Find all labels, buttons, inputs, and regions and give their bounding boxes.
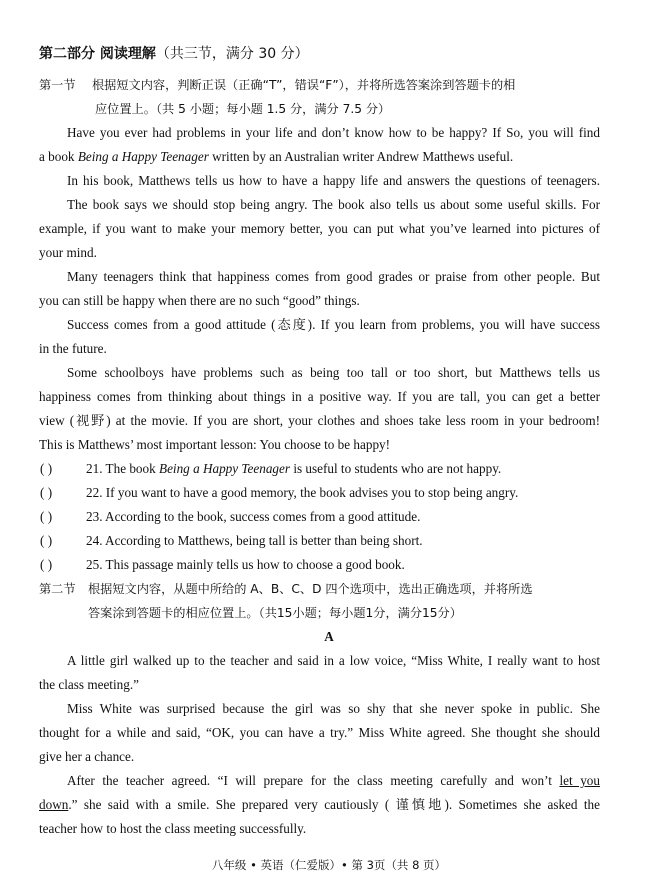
- passage-a-title: A: [324, 629, 334, 644]
- passage1-line: The book says we should stop being angry. The book also tells us about some useful skills. For: [67, 197, 600, 212]
- passage2-line: the class meeting.”: [39, 677, 139, 692]
- section2-instruction-line1: 根据短文内容，从题中所给的 A、B、C、D 四个选项中，选出正确选项，并将所选: [88, 582, 533, 596]
- passage2-line: A little girl walked up to the teacher and said in a low voice, “Miss White, I really want to host: [67, 653, 600, 668]
- passage2-line: After the teacher agreed. “I will prepare for the class meeting carefully and won’t let you: [67, 773, 600, 788]
- section1-instruction-line2: 应位置上。（共 5 小题；每小题 1.5 分，满分 7.5 分）: [95, 102, 391, 116]
- question-text: 25. This passage mainly tells us how to choose a good book.: [86, 557, 405, 572]
- underlined-phrase: down: [39, 797, 69, 812]
- part-title: [39, 45, 309, 63]
- question-text: 21. The book Being a Happy Teenager is useful to students who are not happy.: [86, 461, 502, 476]
- passage1-line: example, if you want to make your memory better, you can put what you’ve learned into pictures of: [39, 221, 600, 236]
- passage1-line: Some schoolboys have problems such as being too tall or too short, but Matthews tells us: [67, 365, 600, 380]
- passage1-line: your mind.: [39, 245, 97, 260]
- question-text: 23. According to the book, success comes from a good attitude.: [86, 509, 421, 524]
- question-text: 22. If you want to have a good memory, the book advises you to stop being angry.: [86, 485, 519, 500]
- passage1-line: a book Being a Happy Teenager written by an Australian writer Andrew Matthews useful.: [39, 149, 514, 164]
- passage2-line: down.” she said with a smile. She prepared very cautiously ( 谨慎地). Sometimes she asked the: [39, 797, 600, 812]
- passage2-line: teacher how to host the class meeting successfully.: [39, 821, 307, 836]
- answer-blank[interactable]: ( ): [40, 557, 53, 572]
- part-title-rest: （共三节，满分 30 分）: [155, 46, 309, 62]
- answer-blank[interactable]: ( ): [40, 509, 53, 524]
- question-text: 24. According to Matthews, being tall is better than being short.: [86, 533, 423, 548]
- section1-label: 第一节: [39, 78, 76, 92]
- passage1-line: Success comes from a good attitude (态度). If you learn from problems, you will have success: [67, 317, 600, 332]
- section2-instruction-line2: 答案涂到答题卡的相应位置上。（共15小题；每小题1分，满分15分）: [88, 606, 462, 620]
- answer-blank[interactable]: ( ): [40, 533, 53, 548]
- answer-blank[interactable]: ( ): [40, 485, 53, 500]
- section2-label: 第二节: [39, 582, 76, 596]
- page-footer: 八年级 • 英语（仁爱版）• 第 3页（共 8 页）: [211, 858, 447, 872]
- passage1-line: Have you ever had problems in your life and don’t know how to be happy? If So, you will find: [67, 125, 600, 140]
- part-title-bold: 第二部分 阅读理解: [39, 46, 156, 62]
- passage1-line: you can still be happy when there are no such “good” things.: [39, 293, 360, 308]
- passage1-line: In his book, Matthews tells us how to have a happy life and answers the questions of teenagers.: [67, 173, 600, 188]
- passage1-line: view (视野) at the movie. If you are short, your clothes and shoes take less room in your bedroom!: [39, 413, 600, 428]
- passage1-line: happiness comes from thinking about things in a positive way. If you are tall, you can get a better: [39, 389, 600, 404]
- passage1-line: Many teenagers think that happiness comes from good grades or praise from other people. But: [67, 269, 600, 284]
- passage2-line: give her a chance.: [39, 749, 135, 764]
- book-title: Being a Happy Teenager: [77, 149, 209, 164]
- underlined-phrase: let you: [559, 773, 600, 788]
- section1-instruction-line1: 根据短文内容，判断正误（正确“T”，错误“F”），并将所选答案涂到答题卡的相: [92, 78, 516, 92]
- passage2-line: Miss White was surprised because the girl was so shy that she never spoke in public. She: [67, 701, 600, 716]
- answer-blank[interactable]: ( ): [40, 461, 53, 476]
- passage2-line: thought for a while and said, “OK, you can have a try.” Miss White agreed. She thought she should: [39, 725, 600, 740]
- passage1-line: in the future.: [39, 341, 107, 356]
- passage1-line: This is Matthews’ most important lesson: You choose to be happy!: [39, 437, 391, 452]
